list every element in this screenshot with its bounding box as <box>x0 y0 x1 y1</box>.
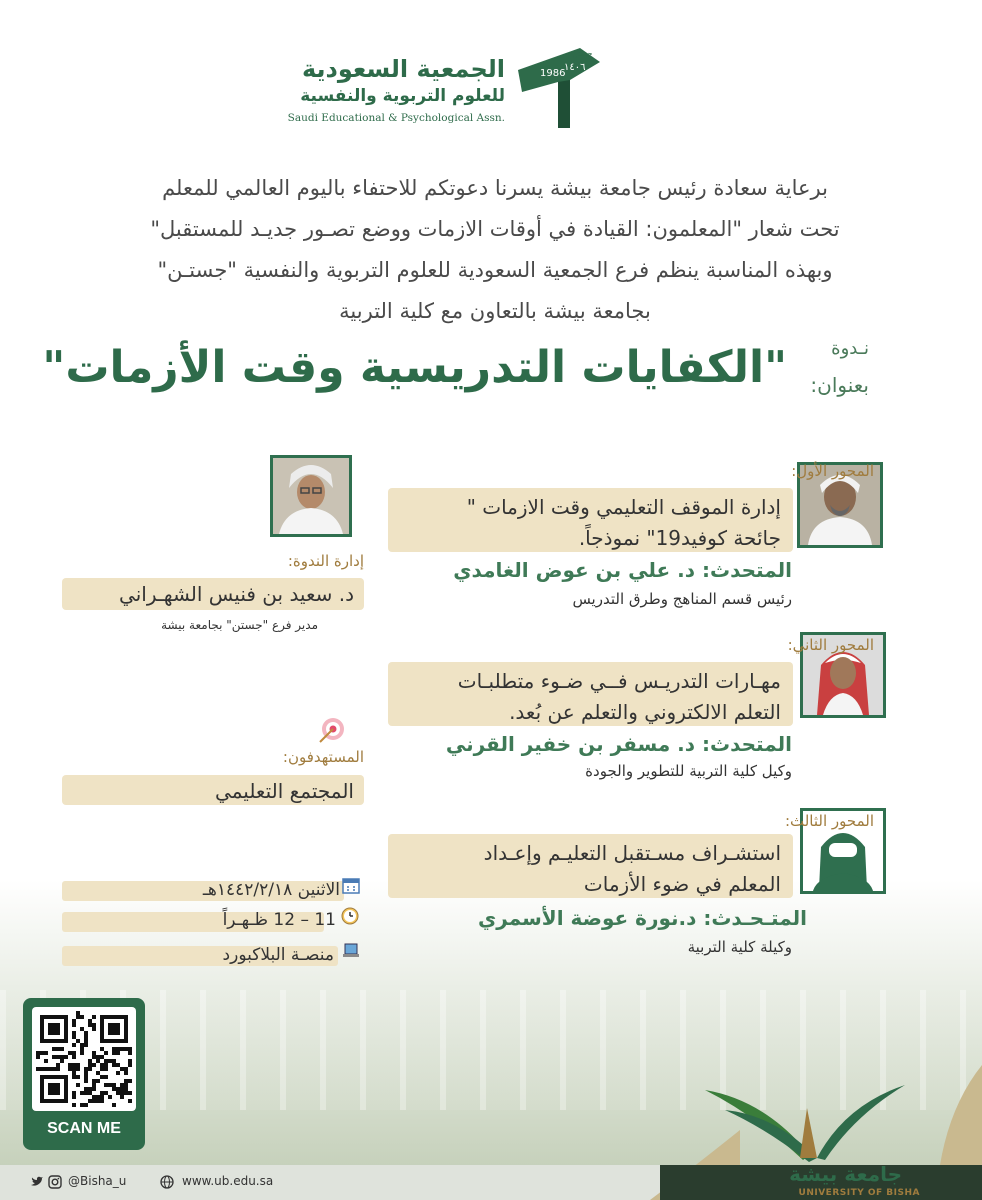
footer-handle[interactable]: @Bisha_u <box>68 1174 127 1188</box>
instagram-icon[interactable] <box>48 1175 62 1189</box>
logo-year-en: 1986 <box>540 68 566 79</box>
moderation-label: إدارة الندوة: <box>287 552 364 570</box>
moderation-role: مدير فرع "جستن" بجامعة بيشة <box>161 618 318 632</box>
event-date: الاثنين ١٤٤٢/٢/١٨هـ <box>202 880 340 900</box>
calendar-icon <box>342 876 360 894</box>
seminar-label: نـدوة <box>831 338 869 359</box>
moderator-photo <box>270 455 352 537</box>
scan-me-label: SCAN ME <box>47 1120 121 1137</box>
person-avatar-icon <box>273 458 349 534</box>
axis-1-topic-line: جائحة كوفيد19" نموذجاً. <box>578 526 781 550</box>
seminar-title-prefix: بعنوان: <box>810 373 869 397</box>
qr-code-panel[interactable] <box>23 998 145 1150</box>
axis-3-role: وكيلة كلية التربية <box>687 938 792 956</box>
axis-3-speaker: المتـحـدث: د.نورة عوضة الأسمري <box>477 906 807 930</box>
intro-paragraph <box>80 168 910 332</box>
logo-name-ar-line2: للعلوم التربوية والنفسية <box>300 86 505 106</box>
logo-name-en: Saudi Educational & Psychological Assn. <box>287 112 505 124</box>
university-name-ar: جامعة بيشة <box>789 1162 902 1186</box>
target-icon <box>318 716 346 744</box>
logo-emblem-icon <box>510 40 605 132</box>
axis-3-topic-line: المعلم في ضوء الأزمات <box>583 872 781 896</box>
axis-1-speaker: المتحدث: د. علي بن عوض الغامدي <box>453 558 792 582</box>
footer-website[interactable]: www.ub.edu.sa <box>182 1174 274 1188</box>
seminar-title: "الكفايات التدريسية وقت الأزمات" <box>42 342 787 393</box>
event-time: 11 – 12 ظـهـراً <box>222 910 336 930</box>
axis-2-label: المحور الثاني: <box>787 636 874 654</box>
logo-emblem-text: جستن <box>572 49 593 58</box>
globe-icon <box>160 1175 174 1189</box>
axis-3-topic-line: استشـراف مسـتقبل التعليـم وإعـداد <box>483 841 781 865</box>
laptop-icon <box>342 942 360 960</box>
university-name-en: UNIVERSITY OF BISHA <box>798 1188 920 1198</box>
association-logo <box>287 40 605 135</box>
axis-1-label: المحور الأول: <box>791 462 874 480</box>
logo-year-ar: ١٤٠٦ <box>564 62 586 73</box>
axis-1-topic-line: إدارة الموقف التعليمي وقت الازمات " <box>466 495 781 519</box>
axis-3-topic <box>388 834 793 898</box>
axis-1-topic <box>388 488 793 552</box>
audience-label: المستهدفون: <box>282 748 364 766</box>
qr-code[interactable] <box>32 1007 136 1111</box>
qr-code-icon <box>32 1007 136 1111</box>
intro-line: تحت شعار "المعلمون: القيادة في أوقات الازمات ووضع تصـور جديـد للمستقبل" <box>150 217 840 241</box>
axis-2-topic-line: التعلم الالكتروني والتعلم عن بُعد. <box>509 700 781 724</box>
axis-2-speaker: المتحدث: د. مسفر بن خفير القرني <box>445 732 792 756</box>
clock-icon <box>341 907 359 925</box>
axis-2-topic-line: مهـارات التدريـس فــي ضـوء متطلبـات <box>457 669 781 693</box>
twitter-icon[interactable] <box>30 1175 44 1189</box>
event-platform: منصـة البلاكبورد <box>222 945 334 965</box>
audience-value: المجتمع التعليمي <box>62 775 364 805</box>
axis-1-role: رئيس قسم المناهج وطرق التدريس <box>572 590 792 608</box>
axis-2-topic <box>388 662 793 726</box>
moderation-name: د. سعيد بن فنيس الشهـراني <box>62 578 364 610</box>
axis-2-role: وكيل كلية التربية للتطوير والجودة <box>585 762 792 780</box>
intro-line: وبهذه المناسبة ينظم فرع الجمعية السعودية للعلوم التربوية والنفسية "جستـن" <box>157 258 833 282</box>
logo-name-ar-line1: الجمعية السعودية <box>301 55 505 83</box>
intro-line: بجامعة بيشة بالتعاون مع كلية التربية <box>339 299 651 323</box>
intro-line: برعاية سعادة رئيس جامعة بيشة يسرنا دعوتكم للاحتفاء باليوم العالمي للمعلم <box>162 176 828 200</box>
axis-3-label: المحور الثالث: <box>784 812 874 830</box>
decorative-corner-shape <box>930 1065 982 1165</box>
